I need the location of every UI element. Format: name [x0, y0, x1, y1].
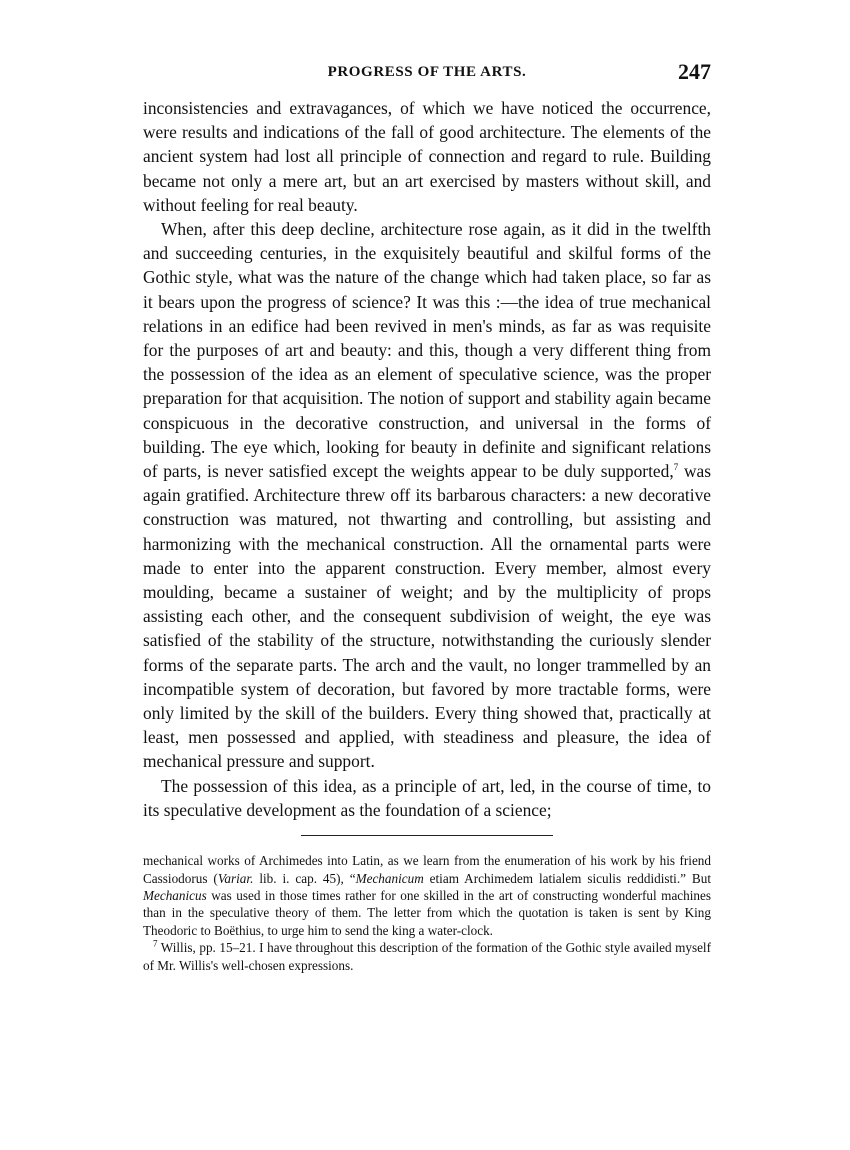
footnote-continuation-text-b: lib. i. cap. 45), “: [253, 870, 356, 886]
page: [143, 59, 711, 974]
footnote-7-text: Willis, pp. 15–21. I have throughout this description of the formation of the Gothic style availed myself of Mr. Willis's well-chosen expressions.: [143, 940, 711, 973]
footnote-7: [143, 939, 711, 974]
footnote-continuation: [143, 852, 711, 939]
paragraph-2-part-b: was again gratified. Architecture threw off its barbarous characters: a new decorative construction was matured, not thwarting and controlling, but assisting and harmonizing with the mechanical construction. All the ornamental parts were made to enter into the apparent construction. Every member, almost every moulding, became a sustainer of weight; and by the multiplicity of props assisting each other, and the consequent subdivision of weight, the eye was satisfied of the stability of the structure, notwithstanding the curiously slender forms of the separate parts. The arch and the vault, no longer trammelled by an incompatible system of decoration, but favored by more tractable forms, were only limited by the skill of the builders. Every thing showed that, practically at least, men possessed and applied, with steadiness and pleasure, the idea of mechanical pressure and support.: [143, 461, 711, 772]
footnote-italic-mechanicum: Mechanicum: [355, 870, 424, 886]
paragraph-2: [143, 217, 711, 774]
footnote-rule: [301, 835, 553, 836]
footnote-italic-mechanicus: Mechanicus: [143, 887, 207, 903]
body-text: [143, 96, 711, 822]
footnote-italic-variar: Variar.: [217, 870, 254, 886]
paragraph-1: inconsistencies and extravagances, of which we have noticed the occurrence, were results and indications of the fall of good architecture. The elements of the ancient system had lost all principle of connection and regard to rule. Building became not only a mere art, but an art exercised by masters without skill, and without feeling for real beauty.: [143, 98, 711, 215]
footnote-7-marker: 7: [153, 938, 158, 949]
footnotes: [143, 852, 711, 974]
paragraph-2-part-a: When, after this deep decline, architecture rose again, as it did in the twelfth and succeeding centuries, in the exquisitely beautiful and skilful forms of the Gothic style, what was the nature of the change which had taken place, so far as it bears upon the progress of science? It was this :—the idea of true mechanical relations in an edifice had been revived in men's minds, as far as was requisite for the purposes of art and beauty: and this, though a very different thing from the possession of the idea as an element of speculative science, was the proper preparation for that acquisition. The notion of support and stability again became conspicuous in the decorative construction, and universal in the forms of building. The eye which, looking for beauty in definite and significant relations of parts, is never satisfied except the weights appear to be duly supported,: [143, 219, 711, 482]
running-header: [143, 59, 711, 88]
paragraph-3: The possession of this idea, as a principle of art, led, in the course of time, to its speculative development as the foundation of a science;: [143, 775, 711, 820]
footnote-continuation-text-d: was used in those times rather for one skilled in the art of constructing wonderful machines than in the speculative theory of them. The letter from which the quotation is taken is sent by King Theodoric to Boëthius, to urge him to send the king a water-clock.: [143, 887, 711, 938]
footnote-continuation-text-a: mechanical works of Archimedes into Latin, as we learn from the enumeration of his work by his friend Cassiodorus (: [143, 853, 711, 886]
footnote-ref-7: 7: [673, 462, 679, 473]
footnote-continuation-text-c: etiam Archimedem latialem siculis reddidisti.” But: [423, 870, 711, 886]
page-number: 247: [678, 59, 711, 84]
running-title: PROGRESS OF THE ARTS.: [327, 64, 527, 80]
